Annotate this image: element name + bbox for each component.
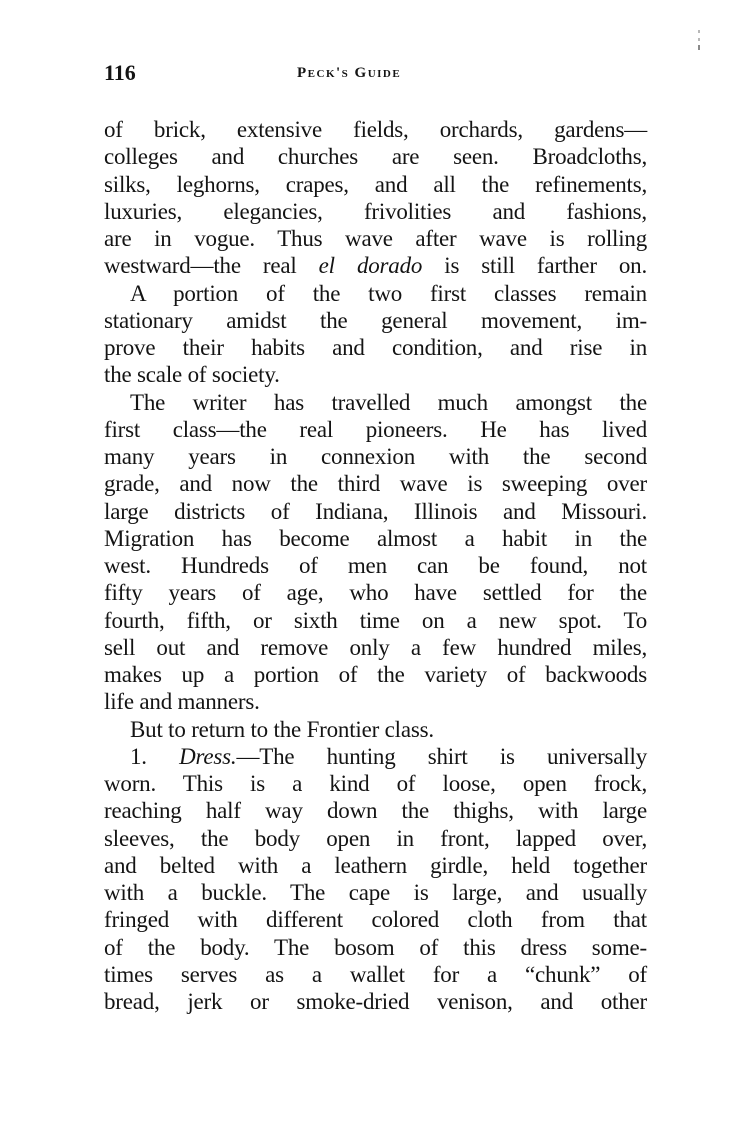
text-line: silks, leghorns, crapes, and all the refinements, bbox=[104, 171, 647, 197]
text-line: times serves as a wallet for a “chunk” of bbox=[104, 961, 647, 987]
italic-text: Dress. bbox=[179, 743, 237, 769]
text-run: 1. bbox=[130, 743, 180, 769]
text-line: fourth, fifth, or sixth time on a new spot. To bbox=[104, 607, 647, 633]
text-line bbox=[104, 252, 647, 279]
running-title: Peck's Guide bbox=[297, 65, 402, 81]
page-number: 116 bbox=[104, 60, 136, 85]
text-run: is still farther on. bbox=[422, 253, 648, 279]
body-text bbox=[104, 116, 647, 1015]
text-line: bread, jerk or smoke-dried venison, and other bbox=[104, 989, 647, 1014]
scan-artifact-mark bbox=[698, 38, 700, 41]
text-line bbox=[104, 743, 647, 770]
text-line: stationary amidst the general movement, im- bbox=[104, 307, 647, 333]
text-line: prove their habits and condition, and rise in bbox=[104, 335, 647, 360]
text-line: fifty years of age, who have settled for the bbox=[104, 580, 647, 606]
text-line: sell out and remove only a few hundred miles, bbox=[104, 634, 647, 660]
scan-artifact-mark bbox=[698, 45, 700, 50]
text-run: westward—the real bbox=[104, 253, 319, 279]
text-line: colleges and churches are seen. Broadcloths, bbox=[104, 144, 647, 170]
text-line: grade, and now the third wave is sweeping over bbox=[104, 471, 647, 497]
running-head bbox=[104, 60, 648, 90]
text-line: west. Hundreds of men can be found, not bbox=[104, 553, 647, 578]
text-line: with a buckle. The cape is large, and usually bbox=[104, 880, 647, 905]
text-line: and belted with a leathern girdle, held together bbox=[104, 852, 647, 878]
text-line: Migration has become almost a habit in the bbox=[104, 525, 647, 551]
text-line: of brick, extensive fields, orchards, gardens— bbox=[104, 117, 647, 142]
text-line: are in vogue. Thus wave after wave is rolling bbox=[104, 226, 647, 251]
scan-artifact-mark bbox=[698, 30, 700, 33]
text-line: reaching half way down the thighs, with large bbox=[104, 798, 647, 824]
text-line: first class—the real pioneers. He has lived bbox=[104, 416, 647, 442]
text-line: life and manners. bbox=[104, 689, 260, 715]
text-line: many years in connexion with the second bbox=[104, 444, 647, 469]
text-line: But to return to the Frontier class. bbox=[130, 716, 434, 742]
text-run: —The hunting shirt is universally bbox=[236, 743, 647, 769]
text-line: the scale of society. bbox=[104, 362, 280, 388]
text-line: makes up a portion of the variety of backwoods bbox=[104, 662, 647, 687]
text-line: of the body. The bosom of this dress some- bbox=[104, 934, 647, 960]
text-line: The writer has travelled much amongst the bbox=[130, 389, 647, 415]
text-line: sleeves, the body open in front, lapped over, bbox=[104, 825, 647, 851]
italic-text: el dorado bbox=[318, 253, 423, 279]
text-line: fringed with different colored cloth from that bbox=[104, 907, 647, 933]
text-line: large districts of Indiana, Illinois and Missouri. bbox=[104, 498, 647, 524]
text-line: luxuries, elegancies, frivolities and fashions, bbox=[104, 198, 647, 224]
text-line: worn. This is a kind of loose, open frock, bbox=[104, 771, 647, 796]
text-line: A portion of the two first classes remain bbox=[130, 280, 647, 306]
